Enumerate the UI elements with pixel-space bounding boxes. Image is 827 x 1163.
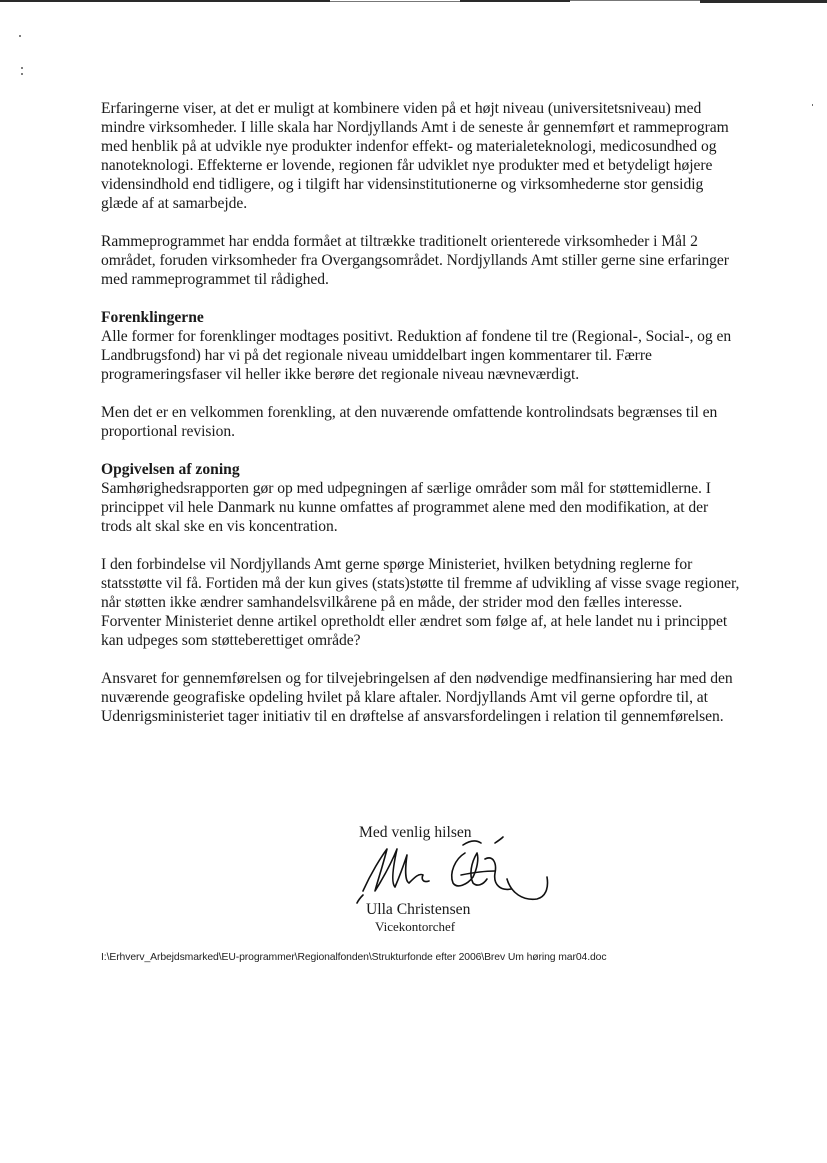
scan-speck <box>21 73 23 75</box>
paragraph: Ansvaret for gennemførelsen og for tilvejebringelsen af den nødvendige medfinansiering har med den nuværende geografiske opdeling hvilet på klare aftaler. Nordjyllands Amt vil gerne opfordre til, at Udenrigsministeriet tager initiativ til en drøftelse af ansvarsfordelingen i relation til gennemførelsen. <box>101 670 733 725</box>
paragraph: I den forbindelse vil Nordjyllands Amt gerne spørge Ministeriet, hvilken betydning reglerne for statsstøtte vil få. Fortiden må der kun gives (stats)støtte til fremme af udvikling af visse svage regioner, når støtten ikke ændrer samhandelsvilkårene på en måde, der strider mod den fælles interesse. Forventer Ministeriet denne artikel opretholdt eller ændret som følge af, at hele landet nu i princippet kan udpeges som støtteberettiget område? <box>101 556 740 649</box>
section-heading-forenklinger: Forenklingerne <box>101 309 204 326</box>
letter-body <box>101 99 741 726</box>
closing-greeting: Med venlig hilsen <box>359 824 472 841</box>
paragraph: Men det er en velkommen forenkling, at den nuværende omfattende kontrolindsats begrænses til en proportional revision. <box>101 404 718 440</box>
paragraph: Rammeprogrammet har endda formået at tiltrække traditionelt orienterede virksomheder i Mål 2 området, foruden virksomheder fra Overgangsområdet. Nordjyllands Amt stiller gerne sine erfaringer med rammeprogrammet til rådighed. <box>101 233 729 288</box>
handwritten-signature <box>345 829 565 909</box>
section-heading-zoning: Opgivelsen af zoning <box>101 461 240 478</box>
signer-title: Vicekontorchef <box>375 919 456 934</box>
signer-name: Ulla Christensen <box>366 901 471 918</box>
paragraph: Alle former for forenklinger modtages positivt. Reduktion af fondene til tre (Regional-, Social-, og en Landbrugsfond) har vi på det regionale niveau umiddelbart ingen kommentarer til. Færre programeringsfaser vil heller ikke berøre det regionale niveau nævneværdigt. <box>101 328 732 383</box>
scan-speck <box>21 67 23 69</box>
scan-speck <box>19 35 21 37</box>
scan-speck <box>812 104 813 106</box>
scan-edge-artifact <box>0 0 827 4</box>
paragraph: Samhørighedsrapporten gør op med udpegningen af særlige områder som mål for støttemidlerne. I princippet vil hele Danmark nu kunne omfattes af programmet alene med den modifikation, at der trods alt skal ske en vis koncentration. <box>101 480 711 535</box>
paragraph: Erfaringerne viser, at det er muligt at kombinere viden på et højt niveau (universitetsniveau) med mindre virksomheder. I lille skala har Nordjyllands Amt i de seneste år gennemført et rammeprogram med henblik på at udvikle nye produkter indenfor effekt- og materialeteknologi, medicosundhed og nanoteknologi. Effekterne er lovende, regionen får udviklet nye produkter med et betydeligt højere vidensindhold end tidligere, og i tilgift har vidensinstitutionerne og virksomhederne stor gensidig glæde af at samarbejde. <box>101 100 729 212</box>
letter-closing <box>359 823 579 938</box>
document-file-path: I:\Erhverv_Arbejdsmarked\EU-programmer\Regionalfonden\Strukturfonde efter 2006\Brev Um høring mar04.doc <box>101 952 607 963</box>
